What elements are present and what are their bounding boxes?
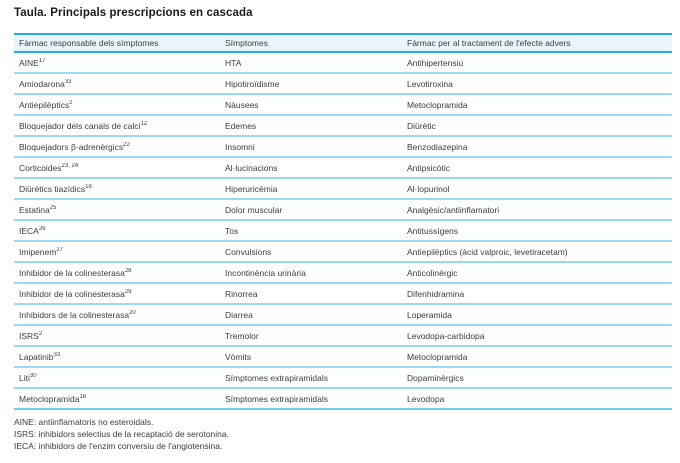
drug-name: Antiepilèptics <box>19 99 70 110</box>
symptom-cell: Hiperuricèmia <box>225 183 278 194</box>
drug-name: Estatina <box>19 204 50 215</box>
treatment-cell: Levodopa <box>407 393 445 404</box>
drug-cell <box>14 331 225 341</box>
drug-cell <box>14 100 225 110</box>
drug-name: Imipenem <box>19 246 57 257</box>
symptom-cell: Diarrea <box>225 309 253 320</box>
reference-superscript: 29 <box>124 288 132 295</box>
treatment-cell: Benzodiazepina <box>407 141 468 152</box>
treatment-cell: Levodopa-carbidopa <box>407 330 485 341</box>
drug-cell <box>14 226 225 236</box>
table-row <box>14 389 672 410</box>
table-footnotes <box>14 416 229 452</box>
symptom-cell: Dolor muscular <box>225 204 283 215</box>
reference-superscript: 18 <box>85 183 92 190</box>
symptom-cell: Hipotiroïdisme <box>225 78 280 89</box>
symptom-cell: Convulsions <box>225 246 272 257</box>
table-row <box>14 221 672 242</box>
reference-superscript: 25 <box>49 204 57 211</box>
footnote-aine: AINE: antiinflamatoris no esteroidals. <box>14 417 154 427</box>
reference-superscript: 30 <box>29 372 37 379</box>
symptom-cell: Símptomes extrapiramidals <box>225 393 328 404</box>
drug-cell <box>14 163 225 173</box>
drug-name: Corticoides <box>19 162 62 173</box>
treatment-cell: Loperamida <box>407 309 452 320</box>
drug-name: Metoclopramida <box>19 393 80 404</box>
reference-superscript: 22 <box>123 141 130 148</box>
reference-superscript: 27 <box>56 246 64 253</box>
header-symptoms: Símptomes <box>225 38 268 48</box>
reference-superscript: 12 <box>140 120 148 127</box>
reference-superscript: 28 <box>124 267 132 274</box>
footnote-ieca: IECA: inhibidors de l'enzim conversiu de l'angiotensina. <box>14 441 223 451</box>
treatment-cell: Diürètic <box>407 120 436 131</box>
symptom-cell: Símptomes extrapiramidals <box>225 372 328 383</box>
drug-cell <box>14 79 225 89</box>
table-row <box>14 179 672 200</box>
symptom-cell: Insomni <box>225 141 255 152</box>
reference-superscript: 17 <box>38 57 46 64</box>
header-treatment-drug: Fàrmac per al tractament de l'efecte advers <box>407 38 571 48</box>
treatment-cell: Antipsicòtic <box>407 162 450 173</box>
table-row <box>14 53 672 74</box>
drug-cell <box>14 373 225 383</box>
drug-cell <box>14 121 225 131</box>
drug-cell <box>14 289 225 299</box>
table-row <box>14 284 672 305</box>
drug-cell <box>14 310 225 320</box>
drug-name: Inhibidor de la colinesterasa <box>19 288 125 299</box>
table-row <box>14 137 672 158</box>
symptom-cell: Tremolor <box>225 330 259 341</box>
drug-name: Liti <box>19 372 30 383</box>
table-row <box>14 347 672 368</box>
treatment-cell: Metoclopramida <box>407 99 468 110</box>
symptom-cell: Edemes <box>225 120 257 131</box>
drug-name: Lapatinib <box>19 351 54 362</box>
drug-cell <box>14 205 225 215</box>
treatment-cell: Anticolinèrgic <box>407 267 458 278</box>
treatment-cell: Metoclopramida <box>407 351 468 362</box>
drug-name: Amiodarona <box>19 78 65 89</box>
reference-superscript: 20 <box>129 309 136 316</box>
drug-name: Bloquejadors β-adrenèrgics <box>19 141 124 152</box>
symptom-cell: Nàusees <box>225 99 259 110</box>
treatment-cell: Levotiroxina <box>407 78 453 89</box>
drug-name: ISRS <box>19 330 39 341</box>
table-row <box>14 305 672 326</box>
symptom-cell: HTA <box>225 57 242 68</box>
treatment-cell: Dopaminèrgics <box>407 372 464 383</box>
drug-name: IECA <box>19 225 39 236</box>
reference-superscript: 26 <box>38 225 46 232</box>
footnote-isrs: ISRS: inhibidors selectius de la recaptació de serotonina. <box>14 429 229 439</box>
treatment-cell: Antihipertensiu <box>407 57 464 68</box>
drug-cell <box>14 352 225 362</box>
symptom-cell: Rinorrea <box>225 288 258 299</box>
table-header-row <box>14 33 672 53</box>
reference-superscript: 2 <box>38 330 43 337</box>
drug-cell <box>14 58 225 68</box>
symptom-cell: Tos <box>225 225 239 236</box>
symptom-cell: Vòmits <box>225 351 251 362</box>
treatment-cell: Al·lopurinol <box>407 183 450 194</box>
drug-name: AINE <box>19 57 39 68</box>
table-row <box>14 95 672 116</box>
drug-cell <box>14 184 225 194</box>
reference-superscript: 23, 24 <box>61 162 79 169</box>
drug-name: Bloquejador dels canals de calci <box>19 120 141 131</box>
drug-name: Inhibidors de la colinesterasa <box>19 309 130 320</box>
drug-cell <box>14 142 225 152</box>
table-row <box>14 242 672 263</box>
reference-superscript: 2 <box>69 99 73 106</box>
drug-cell <box>14 247 225 257</box>
table-row <box>14 158 672 179</box>
treatment-cell: Antitussígens <box>407 225 459 236</box>
drug-cell <box>14 268 225 278</box>
drug-name: Inhibidor de la colinesterasa <box>19 267 125 278</box>
drug-cell <box>14 394 225 404</box>
table-row <box>14 326 672 347</box>
symptom-cell: Al·lucinacions <box>225 162 278 173</box>
cascade-prescriptions-table <box>14 33 672 410</box>
header-drug-responsible: Fàrmac responsable dels símptomes <box>19 38 159 48</box>
treatment-cell: Difenhidramina <box>407 288 465 299</box>
reference-superscript: 33 <box>64 78 72 85</box>
table-row <box>14 368 672 389</box>
reference-superscript: 33 <box>53 351 61 358</box>
reference-superscript: 16 <box>79 393 87 400</box>
table-row <box>14 116 672 137</box>
symptom-cell: Incontinència urinària <box>225 267 306 278</box>
table-row <box>14 263 672 284</box>
treatment-cell: Antiepilèptics (àcid valproic, levetiracetam) <box>407 246 568 257</box>
drug-name: Diürètics tiazídics <box>19 183 86 194</box>
table-caption: Taula. Principals prescripcions en cascada <box>14 7 253 19</box>
table-row <box>14 200 672 221</box>
table-row <box>14 74 672 95</box>
treatment-cell: Analgèsic/antiinflamatori <box>407 204 500 215</box>
